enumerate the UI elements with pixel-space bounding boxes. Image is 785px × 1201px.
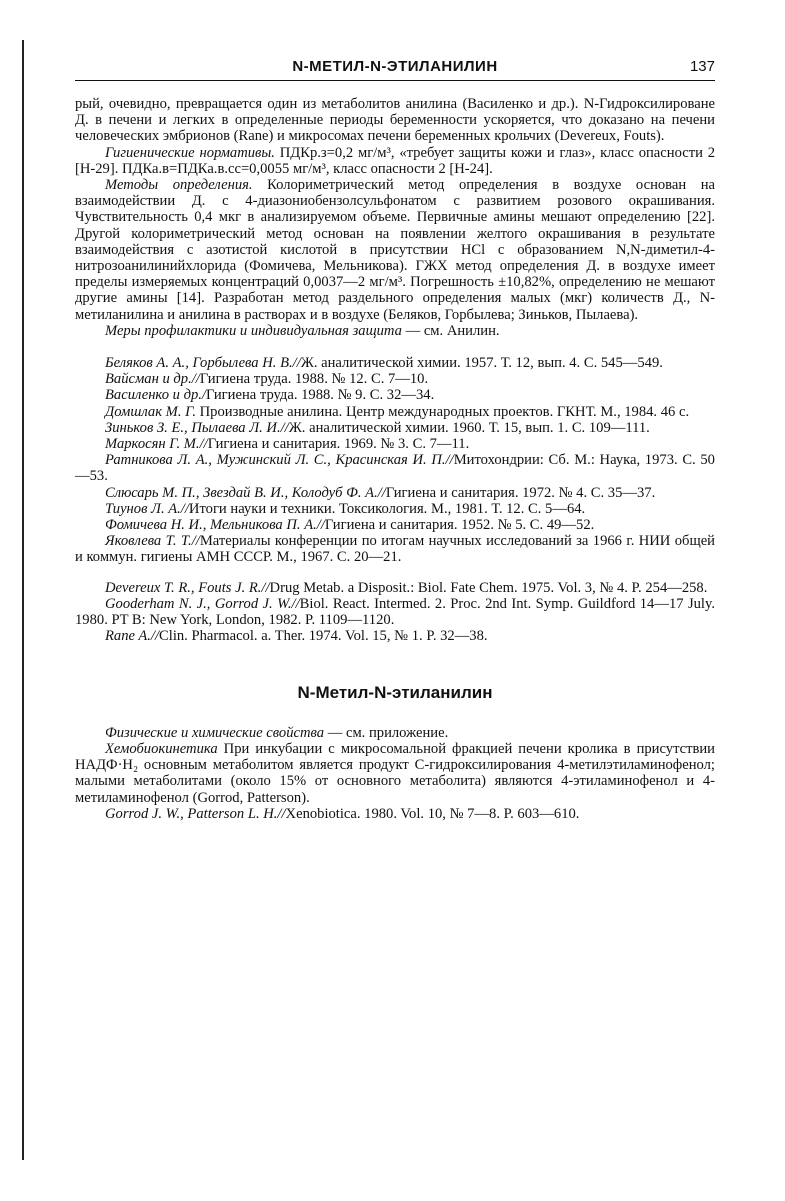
kinetics-label: Хемобиокинетика	[105, 740, 218, 757]
reference-item: Тиунов Л. А.//Итоги науки и техники. Токсикология. М., 1981. Т. 12. С. 5—64.	[105, 500, 586, 517]
paragraph-methods	[75, 177, 715, 323]
methods-label: Методы определения.	[105, 177, 253, 194]
page-spine-rule	[22, 40, 24, 1160]
page-number: 137	[689, 58, 715, 75]
reference-item: Маркосян Г. М.//Гигиена и санитария. 1969. № 3. С. 7—11.	[105, 436, 470, 453]
reference-item: Devereux T. R., Fouts J. R.//Drug Metab. a Disposit.: Biol. Fate Chem. 1975. Vol. 3, № 4. P. 254—258.	[105, 579, 708, 596]
section-heading: N-Метил-N-этиланилин	[297, 682, 493, 702]
references-russian	[75, 355, 715, 566]
reference-item: Gooderham N. J., Gorrod J. W.//Biol. React. Intermed. 2. Proc. 2nd Int. Symp. Guildford 14—17 July. 1980. PT B: New York, London, 1982. P. 1109—1120.	[75, 595, 715, 629]
physical-text: — см. приложение.	[324, 724, 449, 741]
paragraph-metabolism: рый, очевидно, превращается один из метаболитов анилина (Василенко и др.). N-Гидроксилироване Д. в печени и легких в определенные периоды беременности ускоряется, что доказано на печени человеческих эмбрионов (Rane) и микросомах печени беременных крольчих (Devereux, Fouts).	[75, 96, 715, 145]
references-english	[75, 580, 715, 645]
paragraph-hygiene	[75, 145, 715, 177]
kinetics-text: При инкубации с микросомальной фракцией печени кролика в присутствии НАДФ·Н₂ основным метаболитом является продукт С-гидроксилирования 4-метилэтиламинофенол; малыми метаболитами (около 15% от основного метаболита) являются 4-этиламинофенол и 4-метиламинофенол (Gorrod, Patterson).	[75, 740, 715, 806]
prevention-text: — см. Анилин.	[401, 322, 500, 339]
hygiene-text: ПДКр.з=0,2 мг/м³, «требует защиты кожи и глаз», класс опасности 2 [Н-29]. ПДКа.в=ПДКа.в.сс=0,0055 мг/м³, класс опасности 2 [Н-24].	[75, 144, 716, 177]
paragraph-physical-properties	[75, 725, 715, 741]
reference-item: Вайсман и др.//Гигиена труда. 1988. № 12. С. 7—10.	[105, 371, 429, 388]
running-title: N-МЕТИЛ-N-ЭТИЛАНИЛИН	[292, 58, 498, 75]
reference-item: Rane A.//Clin. Pharmacol. a. Ther. 1974. Vol. 15, № 1. P. 32—38.	[105, 628, 488, 645]
reference-item: Ратникова Л. А., Мужинский Л. С., Красинская И. П.//Митохондрии: Сб. М.: Наука, 1973. С. 50—53.	[75, 452, 715, 485]
reference-item: Зиньков З. Е., Пылаева Л. И.//Ж. аналитической химии. 1960. Т. 15, вып. 1. С. 109—111.	[105, 419, 650, 436]
paragraph-prevention	[75, 323, 715, 339]
page-content	[75, 96, 715, 822]
reference-item: Gorrod J. W., Patterson L. H.//Xenobiotica. 1980. Vol. 10, № 7—8. P. 603—610.	[105, 805, 580, 822]
prevention-label: Меры профилактики и индивидуальная защита	[105, 322, 402, 339]
reference-item: Василенко и др./Гигиена труда. 1988. № 9. С. 32—34.	[105, 387, 435, 404]
methods-text: Колориметрический метод определения в воздухе основан на взаимодействии Д. с 4-диазониобензолсульфонатом с развитием розового окрашивания. Чувствительность 0,4 мкг в анализируемом объеме. Первичные амины мешают определению [22]. Другой колориметрический метод основан на появлении желтого окрашивания в результате взаимодействия с азотистой кислотой в присутствии НCl с образованием N,N-диметил-4-нитрозоанилинийхлорида (Фомичева, Мельникова). ГЖХ метод определения Д. в воздухе имеет пределы измеряемых концентраций 0,0037—2 мг/м³. Погрешность ±10,82%, определению не мешают другие амины [14]. Разработан метод раздельного определения малых (мкг) количеств Д., N-метиланилина и анилина в растворах и в воздухе (Беляков, Горбылева; Зиньков, Пылаева).	[75, 177, 715, 323]
reference-item: Домшлак М. Г. Производные анилина. Центр международных проектов. ГКНТ. М., 1984. 46 с.	[105, 403, 690, 420]
reference-item: Слюсарь М. П., Звездай В. И., Колодуб Ф. А.//Гигиена и санитария. 1972. № 4. С. 35—37.	[105, 484, 656, 501]
hygiene-label: Гигиенические нормативы.	[105, 144, 275, 161]
physical-label: Физические и химические свойства	[105, 724, 325, 741]
reference-item: Беляков А. А., Горбылева Н. В.//Ж. аналитической химии. 1957. Т. 12, вып. 4. С. 545—549.	[105, 355, 663, 372]
reference-item: Фомичева Н. И., Мельникова П. А.//Гигиена и санитария. 1952. № 5. С. 49—52.	[105, 517, 595, 534]
running-header	[75, 58, 715, 81]
paragraph-chemobiokinetics	[75, 741, 715, 806]
reference-item: Яковлева Т. Т.//Материалы конференции по итогам научных исследований за 1966 г. НИИ общей и коммун. гигиены АМН СССР. М., 1967. С. 20—21.	[75, 533, 715, 566]
